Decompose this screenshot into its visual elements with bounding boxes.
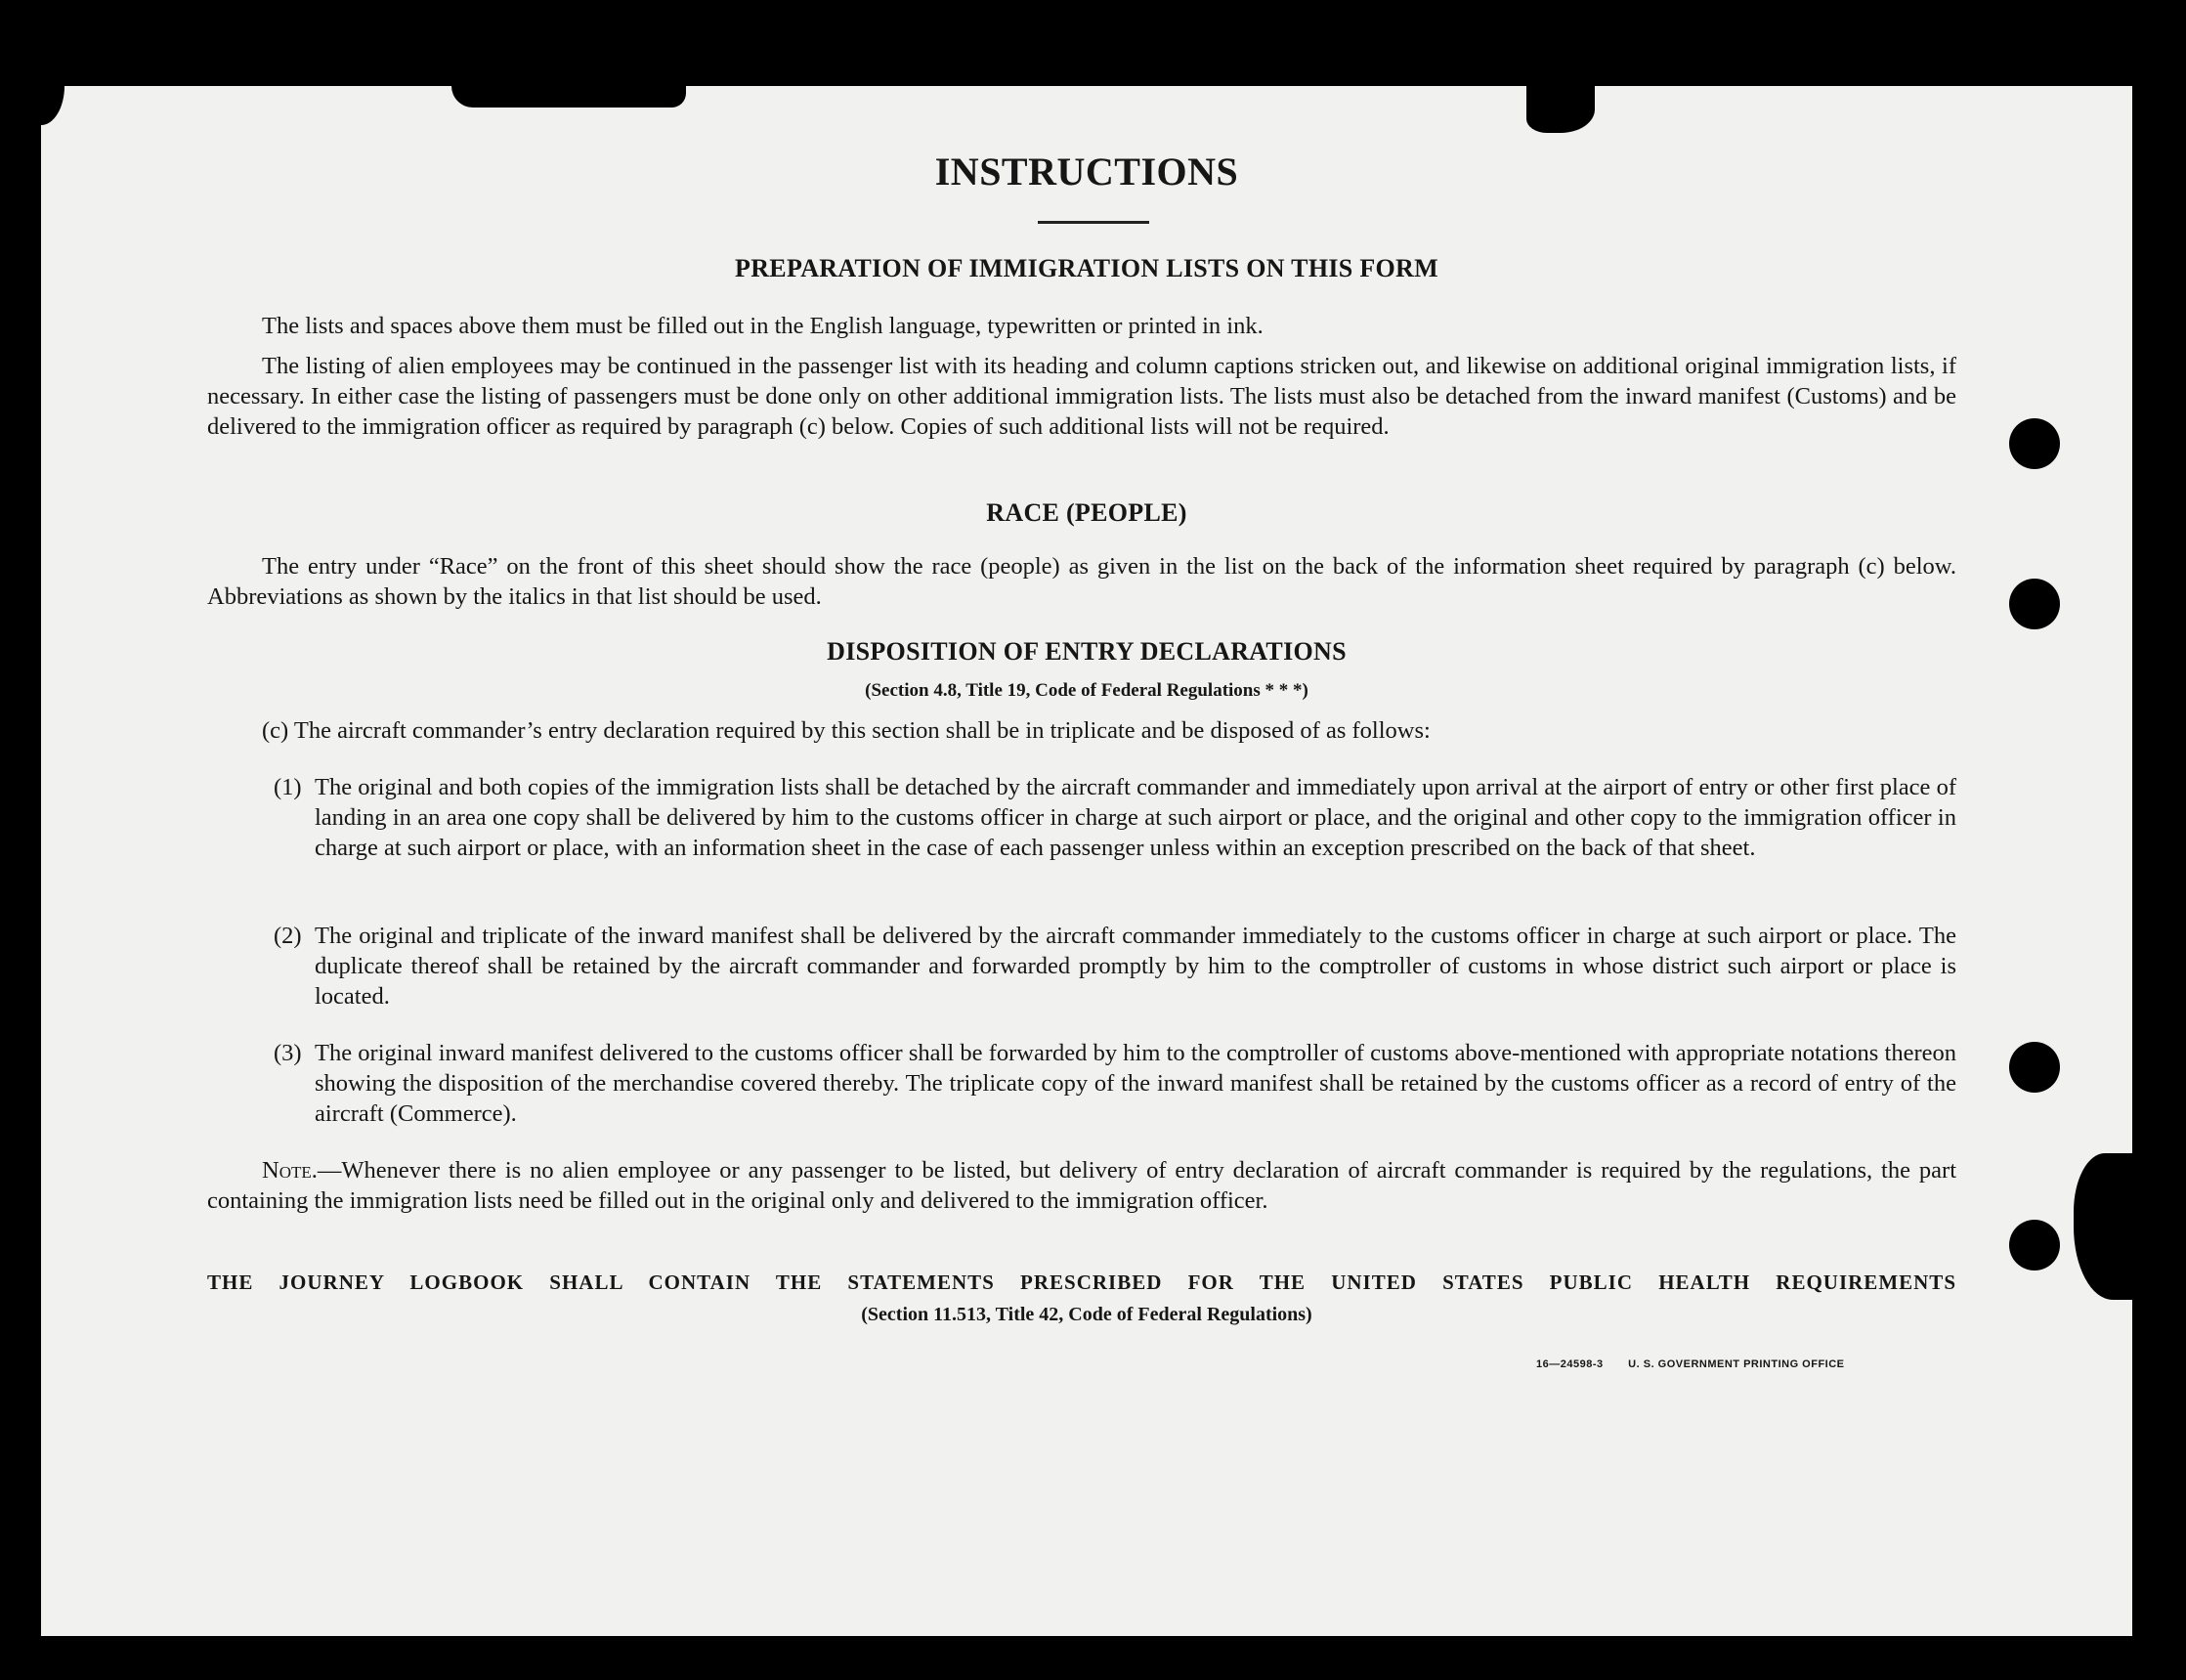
form-number: 16—24598-3: [1536, 1358, 1604, 1370]
list-item-number: (2): [274, 923, 302, 949]
note-text: —Whenever there is no alien employee or any passenger to be listed, but delivery of entry declaration of aircraft commander is required by the regulations, the part containing the immigration lists need be filled out in the original only and delivered to the immigration officer.: [207, 1157, 1956, 1214]
subheading-disposition-citation: (Section 4.8, Title 19, Code of Federal Regulations * * *): [865, 680, 1308, 701]
binder-hole-3: [2009, 1042, 2060, 1093]
heading-race: RACE (PEOPLE): [986, 498, 1187, 527]
list-item: [274, 1038, 1956, 1129]
heading-disposition: DISPOSITION OF ENTRY DECLARATIONS: [827, 637, 1347, 666]
list-item-text: The original inward manifest delivered to the customs officer shall be forwarded by him to the comptroller of customs above-mentioned with appropriate notations thereon showing the disposition of the merchandise covered thereby. The triplicate copy of the inward manifest shall be retained by the customs officer as a record of entry of the aircraft (Commerce).: [315, 1040, 1956, 1127]
health-citation: (Section 11.513, Title 42, Code of Federal Regulations): [861, 1304, 1312, 1325]
binder-hole-2: [2009, 579, 2060, 629]
torn-edge-top-corner: [41, 86, 64, 125]
binder-hole-4: [2009, 1220, 2060, 1271]
note-label: Note.: [262, 1157, 318, 1184]
torn-edge-top-right: [1526, 86, 1595, 133]
disposition-intro-wrap: [207, 715, 1956, 746]
immigration-section-body: [207, 311, 1956, 442]
binder-hole-1: [2009, 418, 2060, 469]
printer-name: U. S. GOVERNMENT PRINTING OFFICE: [1628, 1358, 1845, 1370]
page-title: INSTRUCTIONS: [934, 150, 1239, 194]
torn-edge-right: [2074, 1153, 2152, 1300]
paragraph-alien-employees: The listing of alien employees may be continued in the passenger list with its heading and column captions stricken out, and likewise on additional original immigration lists, if necessary. In either case the listing of passengers must be done only on other additional immigration lists. The lists must also be detached from the inward manifest (Customs) and be delivered to the immigration officer as required by paragraph (c) below. Copies of such additional lists will not be required.: [207, 353, 1956, 440]
race-section-body: [207, 551, 1956, 612]
list-item: [274, 772, 1956, 863]
paragraph-race-entry: The entry under “Race” on the front of this sheet should show the race (people) as given in the list on the back of the information sheet required by paragraph (c) below. Abbreviations as shown by the italics in that list should be used.: [207, 553, 1956, 610]
list-item-number: (3): [274, 1040, 302, 1066]
list-item-text: The original and both copies of the immigration lists shall be detached by the aircraft commander and immediately upon arrival at the airport of entry or other first place of landing in an area one copy shall be delivered by him to the customs officer in charge at such airport or place, and the original and other copy to the immigration officer in charge at such airport or place, with an information sheet in the case of each passenger unless within an exception prescribed on the back of that sheet.: [315, 774, 1956, 861]
list-item-text: The original and triplicate of the inward manifest shall be delivered by the aircraft commander immediately to the customs officer in charge at such airport or place. The duplicate thereof shall be retained by the aircraft commander and forwarded promptly by him to the comptroller of customs in whose district such airport or place is located.: [315, 923, 1956, 1010]
list-item-number: (1): [274, 774, 302, 800]
title-underline: [1038, 221, 1149, 224]
paragraph-disposition-intro: (c) The aircraft commander’s entry declaration required by this section shall be in triplicate and be disposed of as follows:: [262, 717, 1431, 744]
heading-immigration-lists: PREPARATION OF IMMIGRATION LISTS ON THIS FORM: [735, 254, 1438, 282]
health-requirements-line: THE JOURNEY LOGBOOK SHALL CONTAIN THE STATEMENTS PRESCRIBED FOR THE UNITED STATES PUBLIC HEALTH REQUIREMENTS: [207, 1271, 1956, 1294]
note-block: [207, 1155, 1956, 1216]
paragraph-english-language: The lists and spaces above them must be filled out in the English language, typewritten or printed in ink.: [262, 313, 1264, 339]
torn-edge-top-left: [451, 86, 686, 108]
note-paragraph: [207, 1155, 1956, 1216]
footer-print-info: [1536, 1358, 1866, 1370]
list-item: [274, 921, 1956, 1012]
document-page: [41, 86, 2132, 1636]
